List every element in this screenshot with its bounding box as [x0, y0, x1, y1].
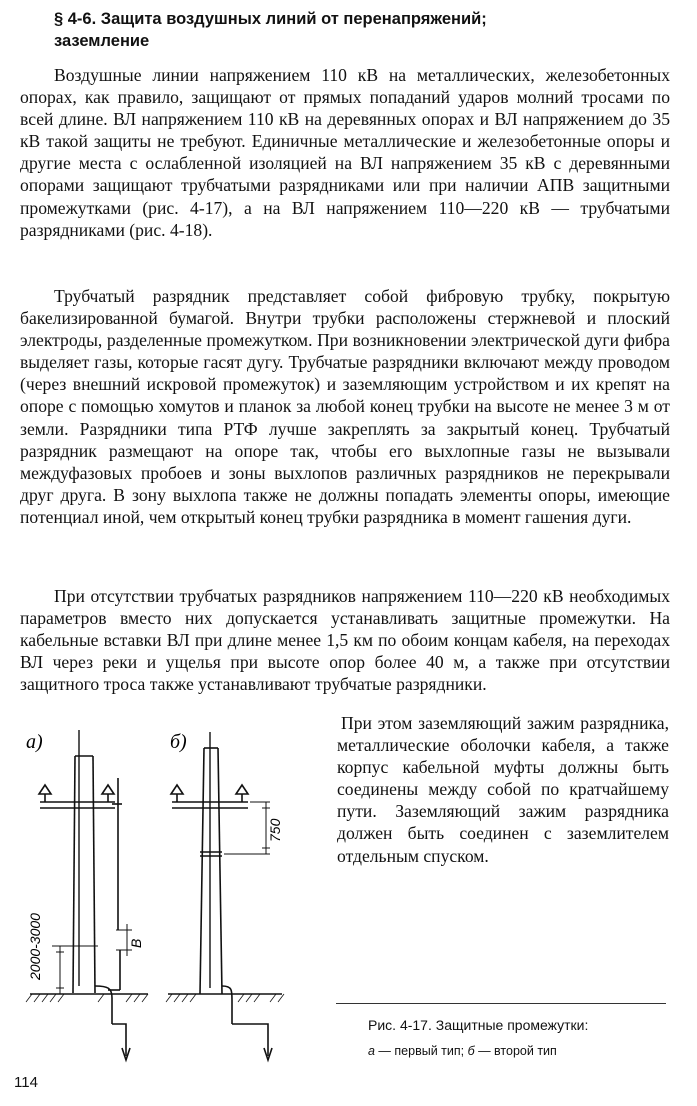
ground-hatch-a — [26, 994, 148, 1002]
dimension-top-label: 750 — [267, 818, 283, 842]
section-heading — [54, 8, 674, 52]
paragraph-1-text: Воздушные линии напряжением 110 кВ на металлических, железобетонных опорах, как правило, защищают от прямых попаданий ударов молний тросами по всей длине. ВЛ напряжением 110 кВ на деревянных опорах и ВЛ напряжением до 35 кВ такой защиты не требуют. Единичные металлические и железобетонные опоры и другие места с ослабленной изоляцией на ВЛ напряжением 35 кВ с деревянными опорами защищают трубчатыми разрядниками или при наличии АПВ защитными промежутками (рис. 4-17), а на ВЛ напряжением 110—220 кВ — трубчатыми разрядниками (рис. 4-18). — [20, 65, 670, 240]
figure-label-a: а) — [26, 731, 43, 753]
caption-text-a: — первый тип; — [374, 1044, 468, 1058]
paragraph-3-text: При отсутствии трубчатых разрядников напряжением 110—220 кВ необходимых параметров вместо них допускается устанавливать защитные промежутки. На кабельные вставки ВЛ при длине менее 1,5 км по обоим концам кабеля, на переходах ВЛ через реки и ущелья при высоте опор более 40 м, а также при отсутствии защитного троса также устанавливают трубчатые разрядники. — [20, 586, 670, 695]
ground-hatch-b — [166, 994, 284, 1002]
paragraph-4 — [337, 712, 669, 867]
section-heading-line1: § 4-6. Защита воздушных линий от перенапряжений; — [54, 10, 487, 28]
caption-key-b: б — [467, 1044, 475, 1058]
figure-caption-title: Рис. 4-17. Защитные промежутки: — [368, 1017, 589, 1033]
caption-divider — [336, 1003, 666, 1004]
dimension-gap-label: B — [128, 938, 144, 948]
section-heading-line2: заземление — [54, 32, 150, 50]
figure-protective-gaps — [0, 718, 330, 1088]
dimension-height-label: 2000-3000 — [27, 913, 43, 980]
figure-label-b: б) — [170, 731, 187, 753]
paragraph-4-text: При этом заземляющий зажим разрядника, металлические оболочки кабеля, а также корпус кабельной муфты должны быть соединены между собой по кратчайшему пути. Заземляющий зажим разрядника должен быть соединен с заземлителем отдельным спуском. — [337, 713, 669, 866]
pole-a — [30, 730, 148, 1060]
caption-text-b: — второй тип — [474, 1044, 557, 1058]
figure-caption-legend — [368, 1043, 668, 1059]
paragraph-2 — [20, 285, 670, 528]
paragraph-1 — [20, 64, 670, 241]
paragraph-3 — [20, 585, 670, 695]
page-number: 114 — [14, 1074, 38, 1091]
caption-key-a: а — [368, 1044, 375, 1058]
pole-b — [168, 732, 282, 1060]
paragraph-2-text: Трубчатый разрядник представляет собой фибровую трубку, покрытую бакелизированной бумагой. Внутри трубки расположены стержневой и плоский электроды, разделенные промежутком. При возникновении электрической дуги фибра выделяет газы, которые гасят дугу. Трубчатые разрядники включают между проводом (через внешний искровой промежуток) и заземляющим устройством и их крепят на опоре с помощью хомутов и планок за любой конец трубки на высоте не менее 3 м от земли. Разрядники типа РТФ лучше закреплять за закрытый конец. Трубчатый разрядник размещают на опоре так, чтобы его выхлопные газы не вызывали междуфазовых пробоев и зоны выхлопов различных разрядников не перекрывали друг друга. В зону выхлопа также не должны попадать элементы опоры, имеющие потенциал иной, чем открытый конец трубки разрядника в момент гашения дуги. — [20, 286, 670, 527]
